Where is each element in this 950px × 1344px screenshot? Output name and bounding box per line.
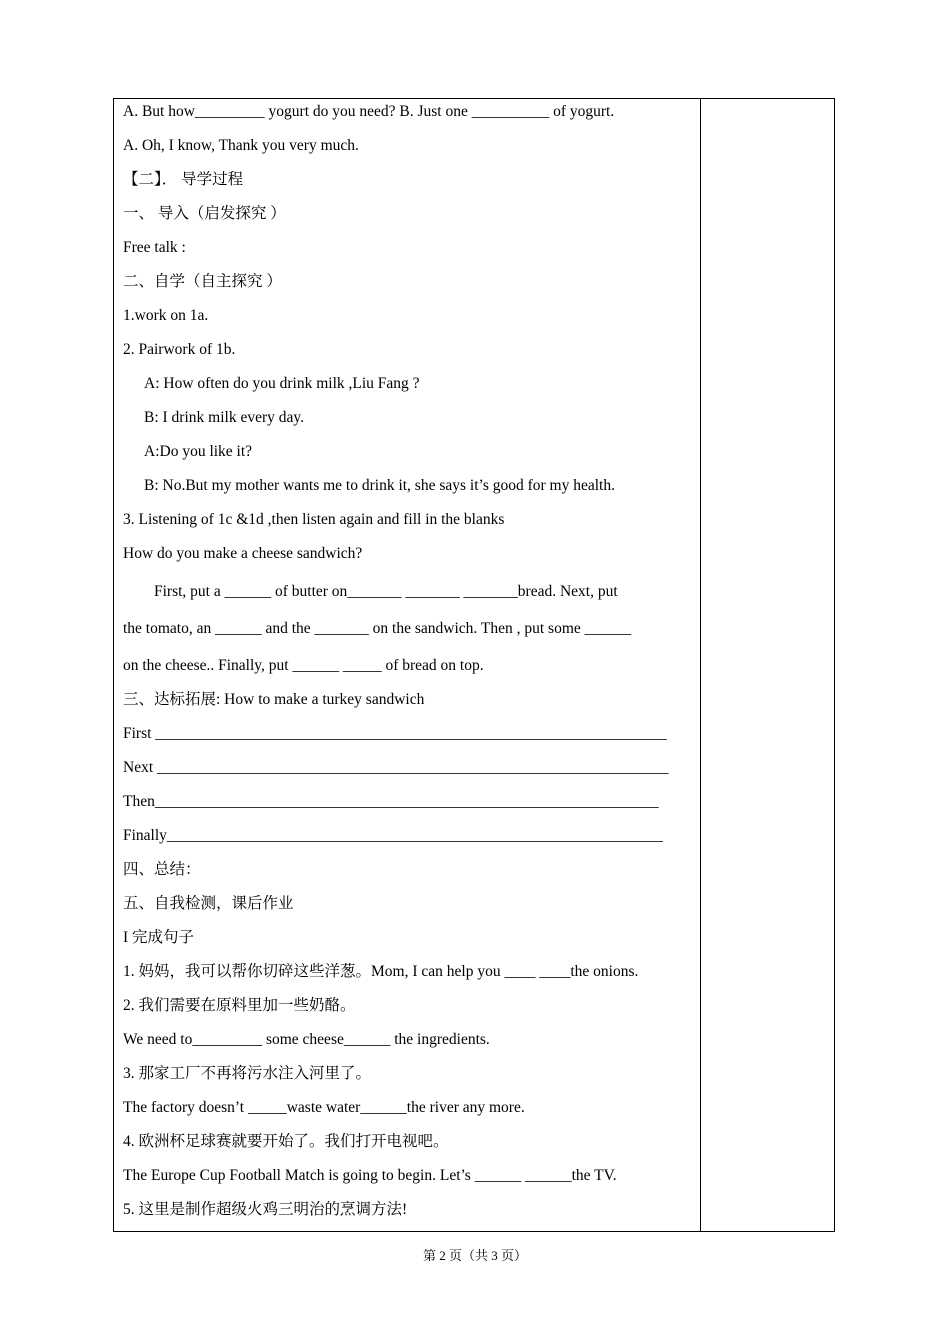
exercise-item-3-chinese: 3. 那家工厂不再将污水注入河里了。 [123, 1065, 372, 1082]
pairwork-line-4: B: No.But my mother wants me to drink it, she says it’s good for my health. [144, 477, 615, 494]
step-first-line: First __________________________________________________________________ [123, 725, 667, 742]
task-pairwork-1b: 2. Pairwork of 1b. [123, 341, 236, 358]
exercise-item-4-chinese: 4. 欧洲杯足球赛就要开始了。我们打开电视吧。 [123, 1133, 449, 1150]
dialogue-line-a-b: A. But how_________ yogurt do you need? B. Just one __________ of yogurt. [123, 103, 615, 120]
pairwork-line-1: A: How often do you drink milk ,Liu Fang ? [144, 375, 420, 392]
section-heading-self-test: 五、自我检测，课后作业 [123, 895, 294, 912]
exercise-item-2-english: We need to_________ some cheese______ the ingredients. [123, 1031, 490, 1048]
notes-column-cell [701, 99, 835, 1231]
exercise-item-3-english: The factory doesn’t _____waste water______the river any more. [123, 1099, 525, 1116]
free-talk-line: Free talk : [123, 239, 186, 256]
step-finally-line: Finally________________________________________________________________ [123, 827, 663, 844]
task-listening-1c-1d: 3. Listening of 1c &1d ,then listen again and fill in the blanks [123, 511, 505, 528]
exercise-item-5-chinese: 5. 这里是制作超级火鸡三明治的烹调方法! [123, 1201, 408, 1218]
exercise-item-2-chinese: 2. 我们需要在原料里加一些奶酪。 [123, 997, 356, 1014]
cheese-sandwich-question: How do you make a cheese sandwich? [123, 545, 363, 562]
section-heading-learning-process: 【二】． 导学过程 [123, 171, 244, 188]
section-heading-intro: 一、 导入（启发探究 ） [123, 205, 286, 222]
section-heading-summary: 四、总结： [123, 861, 201, 878]
pairwork-line-2: B: I drink milk every day. [144, 409, 304, 426]
pairwork-line-3: A:Do you like it? [144, 443, 253, 460]
main-content-cell [123, 99, 693, 1231]
section-heading-self-study: 二、自学（自主探究 ） [123, 273, 282, 290]
worksheet-table [113, 98, 835, 1232]
exercise-item-4-english: The Europe Cup Football Match is going to begin. Let’s ______ ______the TV. [123, 1167, 617, 1184]
fill-blanks-line-3: on the cheese.. Finally, put ______ _____ of bread on top. [123, 657, 484, 674]
exercise-heading-complete-sentences: I 完成句子 [123, 929, 195, 946]
exercise-item-1: 1. 妈妈，我可以帮你切碎这些洋葱。Mom, I can help you ____ ____the onions. [123, 963, 639, 980]
task-work-on-1a: 1.work on 1a. [123, 307, 209, 324]
page-number-footer: 第 2 页（共 3 页） [422, 1248, 527, 1263]
step-then-line: Then_________________________________________________________________ [123, 793, 659, 810]
fill-blanks-line-1: First, put a ______ of butter on_______ _______ _______bread. Next, put [154, 583, 618, 600]
dialogue-line-thanks: A. Oh, I know, Thank you very much. [123, 137, 359, 154]
section-heading-extension: 三、达标拓展: How to make a turkey sandwich [123, 691, 425, 708]
step-next-line: Next __________________________________________________________________ [123, 759, 669, 776]
fill-blanks-line-2: the tomato, an ______ and the _______ on the sandwich. Then , put some ______ [123, 620, 632, 637]
